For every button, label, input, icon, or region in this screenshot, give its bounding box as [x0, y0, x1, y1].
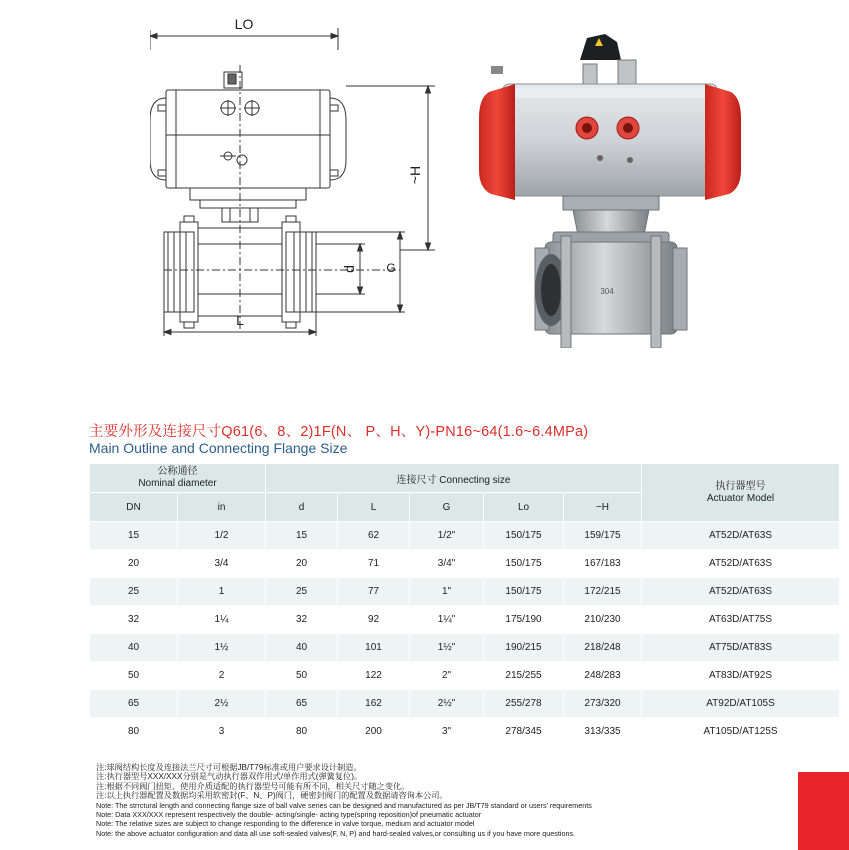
- cell: 3: [178, 718, 266, 746]
- note-en-3: Note: The relative sizes are subject to change responding to the difference in valve torque, medium and actuator model: [96, 819, 475, 829]
- technical-drawing: [150, 10, 450, 340]
- title-english: Main Outline and Connecting Flange Size: [89, 440, 348, 456]
- cell: 150/175: [484, 578, 564, 606]
- cell: 150/175: [484, 522, 564, 550]
- cell: 162: [338, 690, 410, 718]
- header-nominal-en: Nominal diameter: [138, 478, 217, 489]
- cell: 255/278: [484, 690, 564, 718]
- cell: 172/215: [564, 578, 642, 606]
- col-l: L: [338, 493, 410, 522]
- cell: 15: [266, 522, 338, 550]
- cell: 71: [338, 550, 410, 578]
- cell: 32: [90, 606, 178, 634]
- cell: AT52D/AT63S: [642, 578, 840, 606]
- cell: 1/2": [410, 522, 484, 550]
- l-label: L: [236, 312, 244, 328]
- table-row: [90, 522, 840, 550]
- notes: [96, 763, 592, 838]
- cell: 2½": [410, 690, 484, 718]
- cell: 40: [90, 634, 178, 662]
- cell: 175/190: [484, 606, 564, 634]
- cell: 1": [410, 578, 484, 606]
- cell: 20: [90, 550, 178, 578]
- note-cn-3: 注:根据不同阀门扭矩、使用介质适配的执行器型号可能有所不同，相关尺寸随之变化。: [96, 781, 410, 791]
- cell: AT92D/AT105S: [642, 690, 840, 718]
- cell: 20: [266, 550, 338, 578]
- table-row: [90, 690, 840, 718]
- red-corner-block: [798, 772, 849, 850]
- header-nominal: [90, 464, 266, 493]
- cell: 159/175: [564, 522, 642, 550]
- d-label: d: [341, 265, 357, 273]
- cell: 3": [410, 718, 484, 746]
- col-g: G: [410, 493, 484, 522]
- cell: 25: [90, 578, 178, 606]
- note-en-4: Note: the above actuator configuration and data all use soft-sealed valves(F, N, P) and hard-sealed valves,or consulting us if you have more questions.: [96, 828, 576, 838]
- cell: AT52D/AT63S: [642, 522, 840, 550]
- cell: AT75D/AT83S: [642, 634, 840, 662]
- table-row: [90, 550, 840, 578]
- cell: 15: [90, 522, 178, 550]
- header-actuator: [642, 464, 840, 522]
- header-connecting: 连接尺寸 Connecting size: [266, 464, 642, 493]
- cell: 77: [338, 578, 410, 606]
- header-nominal-cn: 公称通径: [157, 466, 198, 477]
- cell: 3/4": [410, 550, 484, 578]
- cell: 65: [90, 690, 178, 718]
- col-lo: Lo: [484, 493, 564, 522]
- cell: 1: [178, 578, 266, 606]
- cell: 122: [338, 662, 410, 690]
- lo-label: LO: [234, 16, 254, 32]
- cell: 65: [266, 690, 338, 718]
- note-en-2: Note: Data XXX/XXX represent respectively the double- acting/single- acting type(spring reposition)of pneumatic actuator: [96, 810, 482, 820]
- cell: 150/175: [484, 550, 564, 578]
- col-in: in: [178, 493, 266, 522]
- cell: 50: [90, 662, 178, 690]
- cell: AT52D/AT63S: [642, 550, 840, 578]
- cell: 273/320: [564, 690, 642, 718]
- cell: 313/335: [564, 718, 642, 746]
- table-row: [90, 578, 840, 606]
- cell: 92: [338, 606, 410, 634]
- table-row: [90, 606, 840, 634]
- cell: 1½: [178, 634, 266, 662]
- cell: 2½: [178, 690, 266, 718]
- body-mark: 304: [600, 287, 614, 296]
- cell: 248/283: [564, 662, 642, 690]
- cell: 80: [90, 718, 178, 746]
- cell: 1¼: [178, 606, 266, 634]
- cell: 1¼": [410, 606, 484, 634]
- g-label: G: [386, 261, 396, 275]
- table-row: [90, 718, 840, 746]
- cell: 101: [338, 634, 410, 662]
- cell: 80: [266, 718, 338, 746]
- col-dn: DN: [90, 493, 178, 522]
- valve-photo: [475, 28, 765, 348]
- h-label: ~H: [407, 165, 423, 185]
- cell: 215/255: [484, 662, 564, 690]
- cell: 62: [338, 522, 410, 550]
- table-row: [90, 662, 840, 690]
- col-d: d: [266, 493, 338, 522]
- col-h: ~H: [564, 493, 642, 522]
- cell: 210/230: [564, 606, 642, 634]
- cell: 200: [338, 718, 410, 746]
- cell: 2": [410, 662, 484, 690]
- cell: AT83D/AT92S: [642, 662, 840, 690]
- header-actuator-en: Actuator Model: [706, 492, 775, 504]
- cell: 167/183: [564, 550, 642, 578]
- cell: 278/345: [484, 718, 564, 746]
- header-actuator-cn: 执行器型号: [715, 480, 766, 492]
- cell: 1/2: [178, 522, 266, 550]
- cell: AT105D/AT125S: [642, 718, 840, 746]
- cell: 50: [266, 662, 338, 690]
- cell: 190/215: [484, 634, 564, 662]
- note-cn-2: 注:执行器型号XXX/XXX分别是气动执行器双作用式/单作用式(弹簧复位)。: [96, 772, 363, 782]
- cell: 40: [266, 634, 338, 662]
- cell: 1½": [410, 634, 484, 662]
- cell: 2: [178, 662, 266, 690]
- note-en-1: Note: The strrctural length and connecting flange size of ball valve series can be designed and manufactured as per JB/T79 standard or users' requirements: [96, 800, 592, 810]
- note-cn-4: 注:以上执行器配置及数据均采用软密封(F、N、P)阀门，硬密封阀门的配置及数据请咨询本公司。: [96, 791, 448, 801]
- cell: 218/248: [564, 634, 642, 662]
- cell: 3/4: [178, 550, 266, 578]
- cell: 32: [266, 606, 338, 634]
- spec-table: [89, 463, 840, 746]
- note-cn-1: 注:球阀结构长度及连接法兰尺寸可根据JB/T79标准或用户要求设计制造。: [96, 763, 362, 772]
- cell: AT63D/AT75S: [642, 606, 840, 634]
- table-row: [90, 634, 840, 662]
- title-chinese: 主要外形及连接尺寸Q61(6、8、2)1F(N、 P、H、Y)-PN16~64(1.6~6.4MPa): [89, 424, 589, 440]
- cell: 25: [266, 578, 338, 606]
